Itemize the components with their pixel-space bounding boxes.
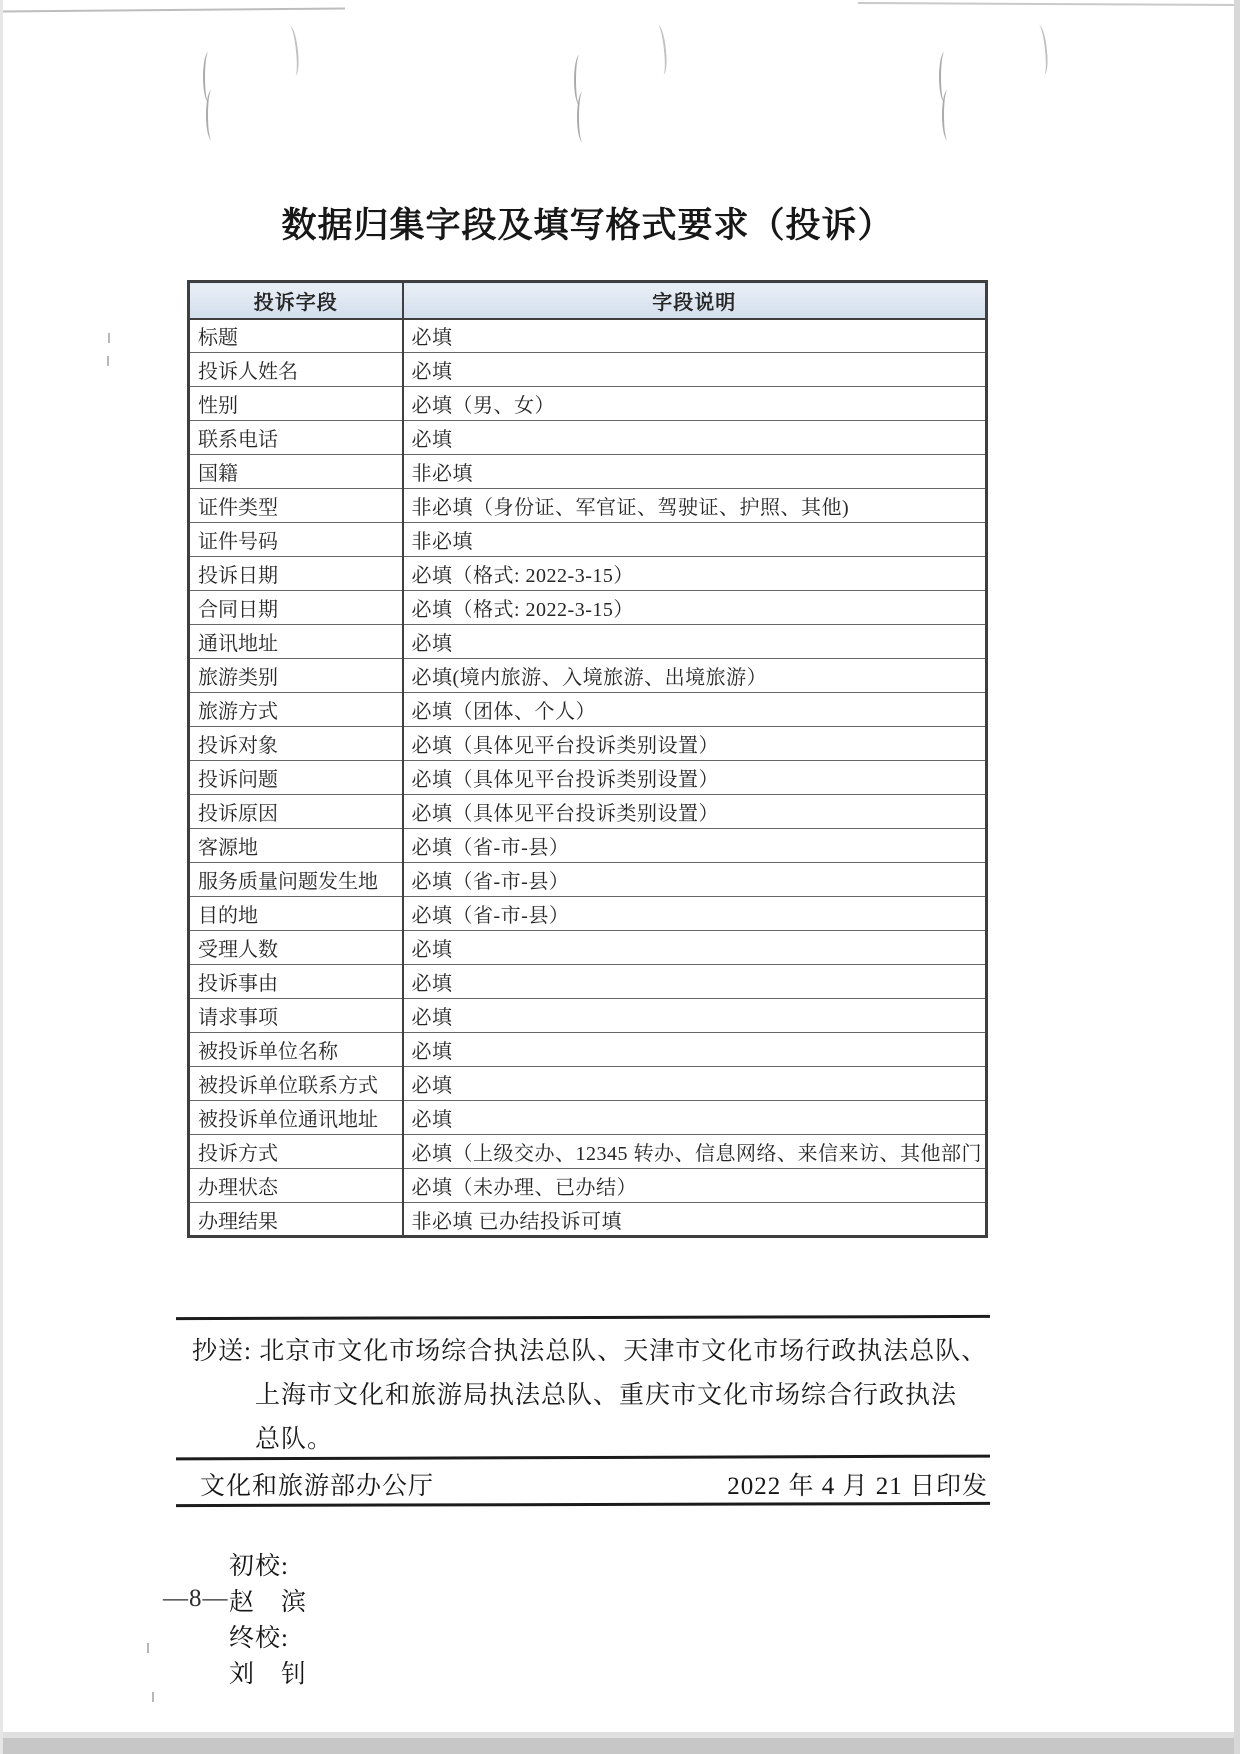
- table-row: [189, 421, 987, 455]
- table-row: [189, 489, 987, 523]
- field-name-cell: 办理状态: [189, 1169, 403, 1203]
- scan-edge-artifact: [858, 2, 1240, 6]
- scan-artifact: [107, 356, 109, 366]
- table-header-row: [189, 282, 987, 319]
- field-desc-cell: 必填: [403, 421, 987, 455]
- table-row: [189, 897, 987, 931]
- field-name-cell: 国籍: [189, 455, 403, 489]
- field-desc-cell: 必填（团体、个人）: [403, 693, 987, 727]
- cc-label: 抄送:: [192, 1338, 252, 1365]
- final-proof-name: 刘 钊: [229, 1661, 308, 1688]
- field-desc-cell: 必填: [403, 965, 987, 999]
- field-desc-cell: 必填(境内旅游、入境旅游、出境旅游）: [403, 659, 987, 693]
- scan-artifact: [942, 90, 953, 140]
- first-proof-label: 初校:: [229, 1553, 289, 1580]
- table-row: [189, 455, 987, 489]
- issue-date: 2022 年 4 月 21 日印发: [727, 1473, 988, 1500]
- field-name-cell: 被投诉单位联系方式: [189, 1067, 403, 1101]
- table-row: [189, 1169, 987, 1203]
- field-desc-cell: 必填（格式: 2022-3-15）: [403, 591, 987, 625]
- field-desc-cell: 非必填: [403, 523, 987, 557]
- field-name-cell: 标题: [189, 319, 403, 353]
- scan-artifact: [652, 25, 668, 76]
- field-desc-cell: 必填（省-市-县）: [403, 863, 987, 897]
- page-number: —8—: [163, 1585, 229, 1612]
- scan-artifact: [284, 26, 300, 77]
- field-name-cell: 请求事项: [189, 999, 403, 1033]
- table-row: [189, 727, 987, 761]
- field-desc-cell: 必填: [403, 999, 987, 1033]
- cc-block: [192, 1330, 1022, 1462]
- fields-table: [187, 280, 988, 1238]
- field-name-cell: 合同日期: [189, 591, 403, 625]
- cc-text: 北京市文化市场综合执法总队、天津市文化市场行政执法总队、: [259, 1338, 988, 1365]
- field-desc-cell: 必填（具体见平台投诉类别设置）: [403, 761, 987, 795]
- cc-line: [192, 1330, 1022, 1374]
- table-row: [189, 965, 987, 999]
- table-row: [189, 1033, 987, 1067]
- field-name-cell: 联系电话: [189, 421, 403, 455]
- table-row: [189, 761, 987, 795]
- page-title: 数据归集字段及填写格式要求（投诉）: [281, 206, 894, 245]
- table-row: [189, 795, 987, 829]
- field-name-cell: 服务质量问题发生地: [189, 863, 403, 897]
- proofreaders-row: [200, 1518, 359, 1718]
- table-row: [189, 1203, 987, 1237]
- field-desc-cell: 必填: [403, 1101, 987, 1135]
- field-name-cell: 投诉原因: [189, 795, 403, 829]
- field-desc-cell: 必填（省-市-县）: [403, 829, 987, 863]
- field-name-cell: 目的地: [189, 897, 403, 931]
- scan-artifact: [108, 333, 110, 343]
- cc-line: 上海市文化和旅游局执法总队、重庆市文化市场综合行政执法: [255, 1382, 958, 1409]
- table-row: [189, 319, 987, 353]
- issuing-office: 文化和旅游部办公厅: [200, 1473, 435, 1500]
- field-name-cell: 客源地: [189, 829, 403, 863]
- cc-line: 总队。: [255, 1426, 334, 1453]
- scan-artifact: [147, 1643, 149, 1653]
- field-name-cell: 证件类型: [189, 489, 403, 523]
- field-desc-cell: 必填: [403, 625, 987, 659]
- field-name-cell: 投诉对象: [189, 727, 403, 761]
- table-row: [189, 659, 987, 693]
- field-name-cell: 投诉方式: [189, 1135, 403, 1169]
- field-desc-cell: 非必填（身份证、军官证、驾驶证、护照、其他): [403, 489, 987, 523]
- field-name-cell: 投诉人姓名: [189, 353, 403, 387]
- field-name-cell: 证件号码: [189, 523, 403, 557]
- field-name-cell: 被投诉单位名称: [189, 1033, 403, 1067]
- table-row: [189, 1135, 987, 1169]
- table-row: [189, 931, 987, 965]
- table-row: [189, 523, 987, 557]
- scan-edge-artifact: [0, 1738, 1240, 1754]
- table-row: [189, 353, 987, 387]
- field-desc-cell: 必填（未办理、已办结）: [403, 1169, 987, 1203]
- field-name-cell: 被投诉单位通讯地址: [189, 1101, 403, 1135]
- table-row: [189, 829, 987, 863]
- field-name-cell: 办理结果: [189, 1203, 403, 1237]
- field-desc-cell: 必填（具体见平台投诉类别设置）: [403, 795, 987, 829]
- scan-artifact: [1033, 25, 1049, 76]
- column-header-desc: 字段说明: [403, 282, 987, 319]
- issuer-row: [200, 1466, 988, 1502]
- field-desc-cell: 非必填 已办结投诉可填: [403, 1203, 987, 1237]
- table-row: [189, 625, 987, 659]
- table-row: [189, 1067, 987, 1101]
- table-row: [189, 999, 987, 1033]
- field-desc-cell: 必填: [403, 1033, 987, 1067]
- field-name-cell: 旅游类别: [189, 659, 403, 693]
- field-desc-cell: 必填: [403, 319, 987, 353]
- scan-edge-artifact: [0, 0, 3, 1754]
- scan-artifact: [577, 92, 588, 142]
- field-name-cell: 性别: [189, 387, 403, 421]
- table-row: [189, 1101, 987, 1135]
- table-row: [189, 591, 987, 625]
- scan-edge-artifact: [0, 7, 345, 12]
- separator-line: [176, 1315, 990, 1320]
- field-name-cell: 投诉日期: [189, 557, 403, 591]
- field-desc-cell: 非必填: [403, 455, 987, 489]
- field-desc-cell: 必填（具体见平台投诉类别设置）: [403, 727, 987, 761]
- table-row: [189, 863, 987, 897]
- field-desc-cell: 必填（上级交办、12345 转办、信息网络、来信来访、其他部门: [403, 1135, 987, 1169]
- field-name-cell: 通讯地址: [189, 625, 403, 659]
- field-name-cell: 投诉问题: [189, 761, 403, 795]
- scan-edge-artifact: [1234, 0, 1240, 1754]
- field-desc-cell: 必填（省-市-县）: [403, 897, 987, 931]
- field-desc-cell: 必填: [403, 1067, 987, 1101]
- field-desc-cell: 必填: [403, 353, 987, 387]
- field-name-cell: 旅游方式: [189, 693, 403, 727]
- field-desc-cell: 必填: [403, 931, 987, 965]
- table-row: [189, 557, 987, 591]
- field-desc-cell: 必填（男、女）: [403, 387, 987, 421]
- field-name-cell: 投诉事由: [189, 965, 403, 999]
- field-desc-cell: 必填（格式: 2022-3-15）: [403, 557, 987, 591]
- table-row: [189, 693, 987, 727]
- table-row: [189, 387, 987, 421]
- first-proof-name: 赵 滨: [229, 1589, 308, 1616]
- column-header-field: 投诉字段: [189, 282, 403, 319]
- separator-line: [176, 1502, 990, 1507]
- field-name-cell: 受理人数: [189, 931, 403, 965]
- scan-artifact: [152, 1692, 154, 1702]
- final-proof-label: 终校:: [229, 1625, 289, 1652]
- scan-artifact: [206, 90, 217, 140]
